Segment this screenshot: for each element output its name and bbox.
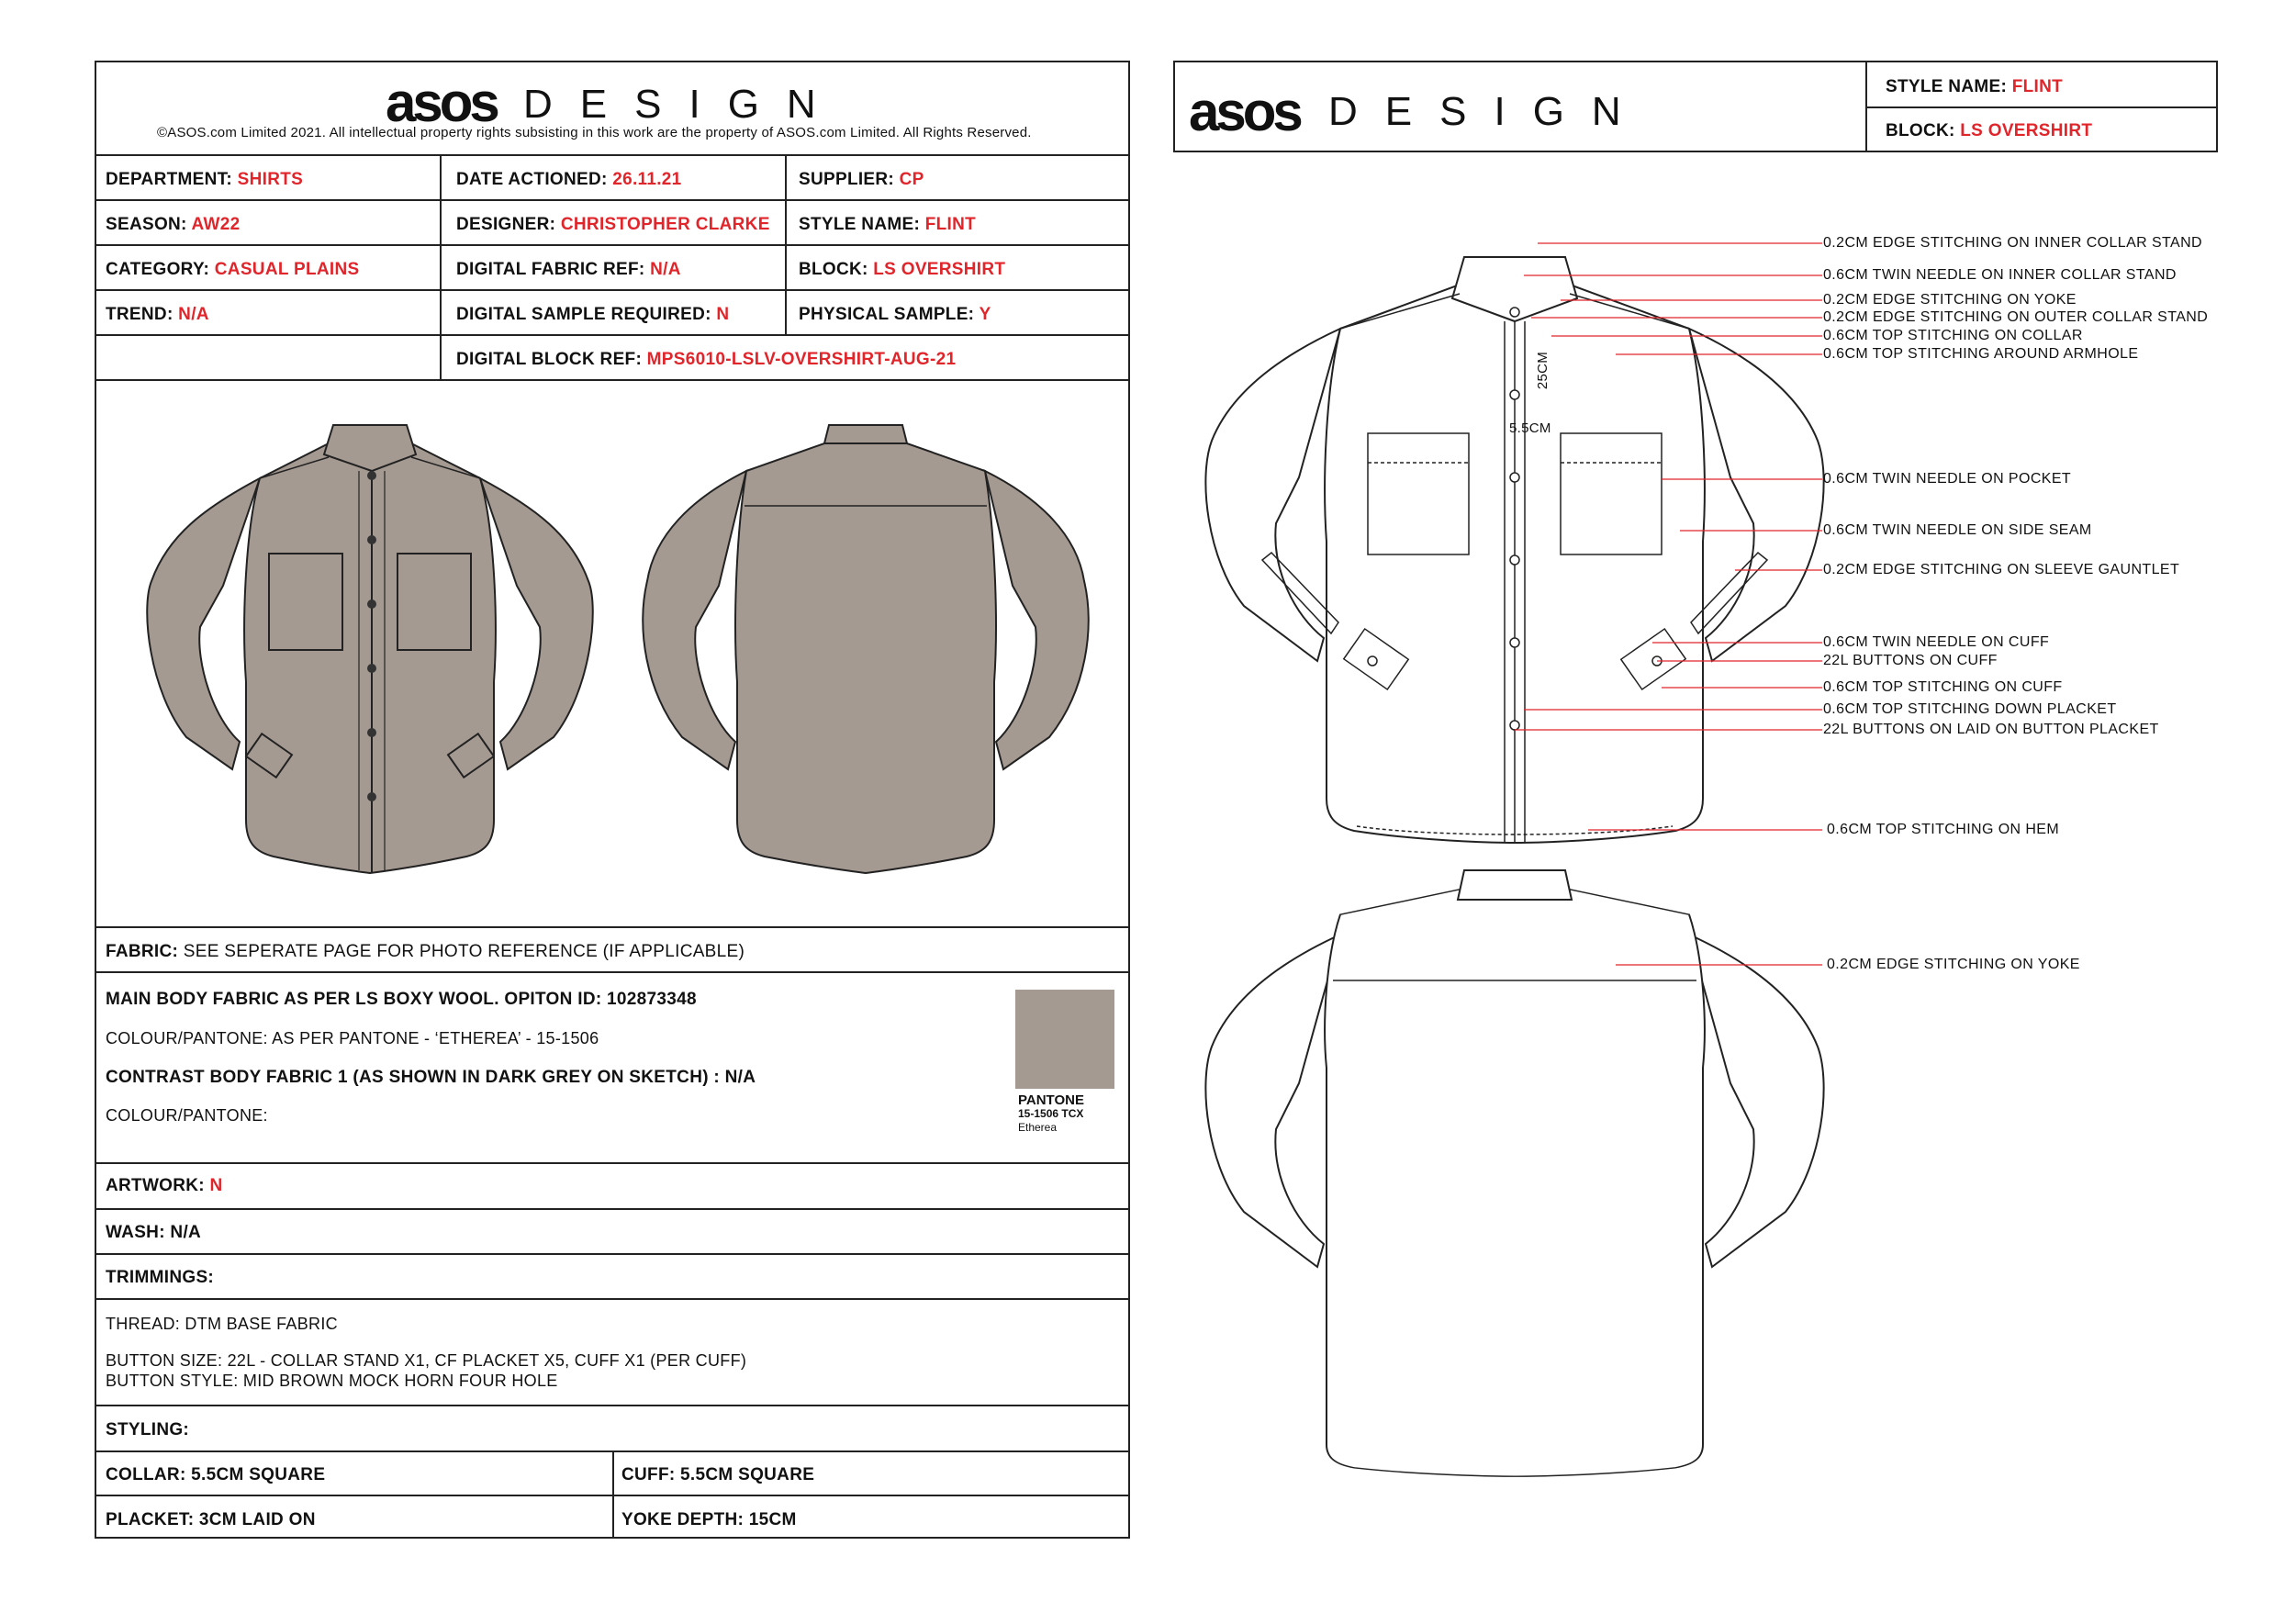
annotation-label: 0.6CM TOP STITCHING ON COLLAR <box>1823 328 2083 343</box>
supplier-label: SUPPLIER: <box>799 170 895 189</box>
yoke-depth-spec: YOKE DEPTH: 15CM <box>621 1510 797 1529</box>
designer-value: CHRISTOPHER CLARKE <box>560 215 770 234</box>
annotation-label: 0.6CM TWIN NEEDLE ON SIDE SEAM <box>1823 522 2092 538</box>
contrast-fabric: CONTRAST BODY FABRIC 1 (AS SHOWN IN DARK GREY ON SKETCH) : N/A <box>106 1068 756 1087</box>
annotation-label: 0.6CM TOP STITCHING ON HEM <box>1827 822 2060 837</box>
main-fabric-colour: COLOUR/PANTONE: AS PER PANTONE - ‘ETHEREA’ - 15-1506 <box>106 1029 599 1047</box>
annotation-label: 22L BUTTONS ON LAID ON BUTTON PLACKET <box>1823 722 2159 737</box>
annotation-label: 0.6CM TWIN NEEDLE ON POCKET <box>1823 471 2072 487</box>
annotation-label: 0.2CM EDGE STITCHING ON OUTER COLLAR STAND <box>1823 309 2209 325</box>
copyright-notice: ©ASOS.com Limited 2021. All intellectual property rights subsisting in this work are the property of ASOS.com Limited. All Rights Reserved. <box>157 125 1032 140</box>
digital-sample-required-label: DIGITAL SAMPLE REQUIRED: <box>456 305 711 324</box>
department-value: SHIRTS <box>237 170 304 189</box>
artwork-value: N <box>209 1176 223 1195</box>
measurement-horizontal: 5.5CM <box>1509 420 1551 436</box>
button-size-spec: BUTTON SIZE: 22L - COLLAR STAND X1, CF PLACKET X5, CUFF X1 (PER CUFF) <box>106 1351 747 1370</box>
style-name-label: STYLE NAME: <box>1886 77 2008 96</box>
trend-label: TREND: <box>106 305 174 324</box>
collar-spec: COLLAR: 5.5CM SQUARE <box>106 1465 326 1484</box>
design-logo-right: DESIGN <box>1328 89 1649 134</box>
season-value: AW22 <box>191 215 241 234</box>
button-style-spec: BUTTON STYLE: MID BROWN MOCK HORN FOUR HOLE <box>106 1372 558 1390</box>
season-label: SEASON: <box>106 215 187 234</box>
placket-spec: PLACKET: 3CM LAID ON <box>106 1510 316 1529</box>
block-value: LS OVERSHIRT <box>873 260 1006 279</box>
design-logo: DESIGN <box>523 82 844 127</box>
category-label: CATEGORY: <box>106 260 210 279</box>
style-name-value: FLINT <box>924 215 977 234</box>
annotation-label: 0.6CM TOP STITCHING AROUND ARMHOLE <box>1823 346 2139 362</box>
style-name-value: FLINT <box>2011 77 2064 96</box>
pantone-brand: PANTONE <box>1018 1092 1084 1108</box>
artwork-label: ARTWORK: <box>106 1176 205 1195</box>
annotation-label: 22L BUTTONS ON CUFF <box>1823 653 1998 668</box>
asos-logo: asos <box>386 72 497 133</box>
contrast-fabric-colour: COLOUR/PANTONE: <box>106 1106 268 1125</box>
block-value: LS OVERSHIRT <box>1960 121 2093 140</box>
annotation-label: 0.2CM EDGE STITCHING ON YOKE <box>1827 957 2080 972</box>
annotation-label: 0.6CM TWIN NEEDLE ON CUFF <box>1823 634 2050 650</box>
date-actioned-value: 26.11.21 <box>612 170 682 189</box>
annotation-label: 0.6CM TOP STITCHING ON CUFF <box>1823 679 2063 695</box>
trend-value: N/A <box>178 305 209 324</box>
physical-sample-value: Y <box>979 305 991 324</box>
block-label: BLOCK: <box>1886 121 1955 140</box>
digital-block-ref-value: MPS6010-LSLV-OVERSHIRT-AUG-21 <box>646 350 957 369</box>
asos-logo-right: asos <box>1189 81 1300 142</box>
pantone-name: Etherea <box>1018 1121 1058 1134</box>
date-actioned-label: DATE ACTIONED: <box>456 170 608 189</box>
cuff-spec: CUFF: 5.5CM SQUARE <box>621 1465 815 1484</box>
fabric-label: FABRIC: <box>106 942 179 961</box>
supplier-value: CP <box>899 170 924 189</box>
annotation-label: 0.2CM EDGE STITCHING ON INNER COLLAR STAND <box>1823 235 2203 251</box>
category-value: CASUAL PLAINS <box>214 260 360 279</box>
annotation-label: 0.2CM EDGE STITCHING ON YOKE <box>1823 292 2077 308</box>
style-name-label: STYLE NAME: <box>799 215 921 234</box>
measurement-vertical: 25CM <box>1535 351 1551 390</box>
digital-block-ref-label: DIGITAL BLOCK REF: <box>456 350 643 369</box>
pantone-code: 15-1506 TCX <box>1018 1107 1084 1120</box>
block-label: BLOCK: <box>799 260 868 279</box>
trimmings-label: TRIMMINGS: <box>106 1268 215 1287</box>
wash-label: WASH: <box>106 1223 165 1242</box>
physical-sample-label: PHYSICAL SAMPLE: <box>799 305 975 324</box>
annotation-label: 0.2CM EDGE STITCHING ON SLEEVE GAUNTLET <box>1823 562 2180 577</box>
thread-spec: THREAD: DTM BASE FABRIC <box>106 1315 338 1333</box>
styling-label: STYLING: <box>106 1420 190 1439</box>
digital-sample-required-value: N <box>716 305 730 324</box>
designer-label: DESIGNER: <box>456 215 556 234</box>
fabric-note-text: SEE SEPERATE PAGE FOR PHOTO REFERENCE (IF APPLICABLE) <box>183 942 745 961</box>
annotation-label: 0.6CM TWIN NEEDLE ON INNER COLLAR STAND <box>1823 267 2177 283</box>
digital-fabric-ref-label: DIGITAL FABRIC REF: <box>456 260 645 279</box>
wash-value: N/A <box>170 1223 202 1242</box>
department-label: DEPARTMENT: <box>106 170 233 189</box>
annotation-label: 0.6CM TOP STITCHING DOWN PLACKET <box>1823 701 2117 717</box>
main-fabric: MAIN BODY FABRIC AS PER LS BOXY WOOL. OPITON ID: 102873348 <box>106 990 697 1009</box>
digital-fabric-ref-value: N/A <box>650 260 681 279</box>
